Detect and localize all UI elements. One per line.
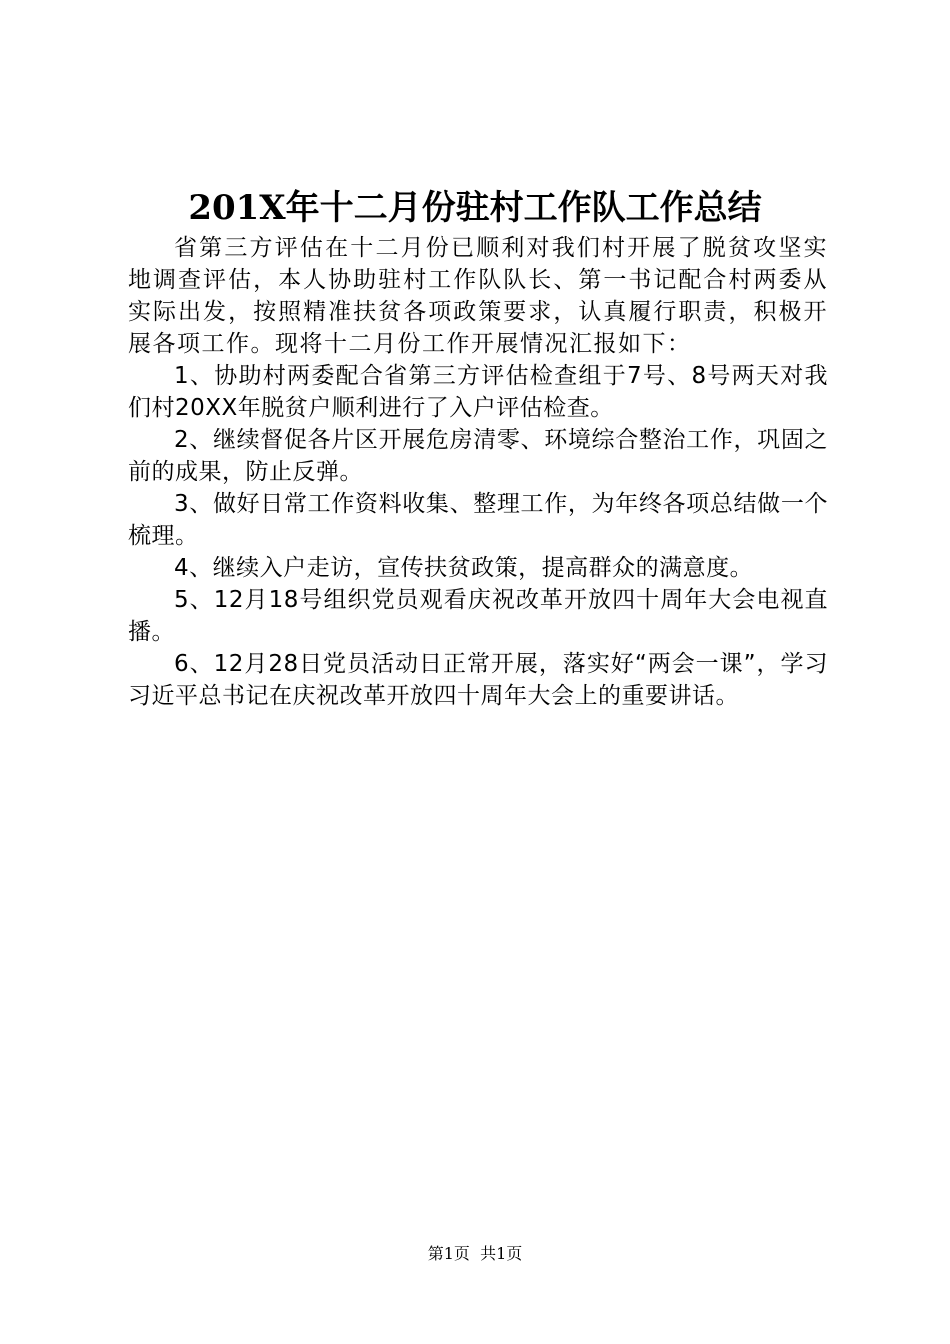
- intro-paragraph: 省第三方评估在十二月份已顺利对我们村开展了脱贫攻坚实地调查评估，本人协助驻村工作队队长、第一书记配合村两委从实际出发，按照精准扶贫各项政策要求，认真履行职责，积极开展各项工作。现将十二月份工作开展情况汇报如下：: [128, 235, 828, 357]
- work-item-3: 3、做好日常工作资料收集、整理工作，为年终各项总结做一个梳理。: [128, 491, 828, 549]
- work-item-4: 4、继续入户走访，宣传扶贫政策，提高群众的满意度。: [174, 555, 754, 581]
- work-item-2: 2、继续督促各片区开展危房清零、环境综合整治工作，巩固之前的成果，防止反弹。: [128, 427, 828, 485]
- page-number-footer: 第1页 共1页: [427, 1244, 523, 1263]
- work-item-6: 6、12月28日党员活动日正常开展，落实好“两会一课”，学习习近平总书记在庆祝改革开放四十周年大会上的重要讲话。: [128, 651, 828, 709]
- work-item-1: 1、协助村两委配合省第三方评估检查组于7号、8号两天对我们村20XX年脱贫户顺利进行了入户评估检查。: [128, 363, 828, 421]
- document-title: 201X年十二月份驻村工作队工作总结: [188, 188, 762, 228]
- document-body: [128, 232, 828, 712]
- work-item-5: 5、12月18号组织党员观看庆祝改革开放四十周年大会电视直播。: [128, 587, 828, 645]
